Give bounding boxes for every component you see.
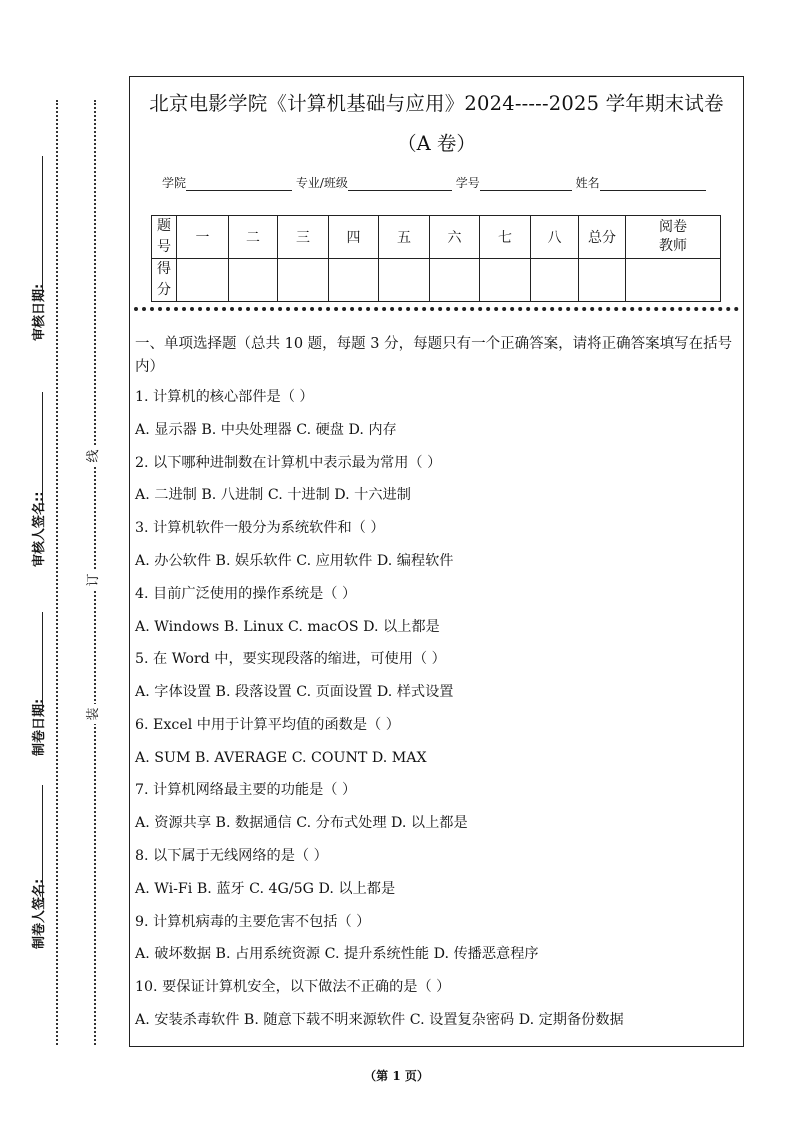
bind-char-bind: 装 xyxy=(84,704,104,724)
question-stem: 6. Excel 中用于计算平均值的函数是（ ） xyxy=(135,717,400,733)
major-class-label: 专业/班级 xyxy=(295,176,348,190)
score-header: 得 分 xyxy=(152,259,177,302)
column-header: 一 xyxy=(177,216,229,259)
question-stem: 5. 在 Word 中，要实现段落的缩进，可使用（ ） xyxy=(135,651,446,667)
question-stem: 7. 计算机网络最主要的功能是（ ） xyxy=(135,782,357,798)
column-header: 七 xyxy=(480,216,531,259)
column-header: 六 xyxy=(430,216,480,259)
question-number-row xyxy=(152,216,721,259)
score-cell[interactable] xyxy=(430,259,480,302)
question-stem: 4. 目前广泛使用的操作系统是（ ） xyxy=(135,586,357,602)
student-id-field[interactable] xyxy=(480,178,572,191)
grader-header: 阅卷 教师 xyxy=(626,216,721,259)
question-options: A. 资源共享 B. 数据通信 C. 分布式处理 D. 以上都是 xyxy=(135,815,468,831)
question-stem: 2. 以下哪种进制数在计算机中表示最为常用（ ） xyxy=(135,455,442,471)
score-cell[interactable] xyxy=(229,259,278,302)
score-row xyxy=(152,259,721,302)
column-header: 五 xyxy=(379,216,430,259)
reviewer-signature-label: 审核人签名:: xyxy=(32,491,47,567)
bind-char-line: 线 xyxy=(84,446,104,466)
column-header: 四 xyxy=(329,216,379,259)
grader-cell[interactable] xyxy=(626,259,721,302)
question-options: A. 字体设置 B. 段落设置 C. 页面设置 D. 样式设置 xyxy=(135,684,454,700)
question-stem: 1. 计算机的核心部件是（ ） xyxy=(135,389,314,405)
question-stem: 9. 计算机病毒的主要危害不包括（ ） xyxy=(135,914,371,930)
score-cell[interactable] xyxy=(480,259,531,302)
exam-title: 北京电影学院《计算机基础与应用》2024-----2025 学年期末试卷 xyxy=(149,92,724,115)
college-field[interactable] xyxy=(186,178,292,191)
question-options: A. 安装杀毒软件 B. 随意下载不明来源软件 C. 设置复杂密码 D. 定期备份数据 xyxy=(135,1012,624,1028)
reviewer-signature-blank xyxy=(42,392,43,510)
question-options: A. SUM B. AVERAGE C. COUNT D. MAX xyxy=(135,750,427,766)
question-options: A. Wi-Fi B. 蓝牙 C. 4G/5G D. 以上都是 xyxy=(135,881,396,897)
question-options: A. 破坏数据 B. 占用系统资源 C. 提升系统性能 D. 传播恶意程序 xyxy=(135,946,539,962)
question-options: A. 显示器 B. 中央处理器 C. 硬盘 D. 内存 xyxy=(135,422,397,438)
score-cell[interactable] xyxy=(278,259,329,302)
exam-subtitle: （A 卷） xyxy=(397,132,476,155)
question-options: A. 二进制 B. 八进制 C. 十进制 D. 十六进制 xyxy=(135,487,411,503)
question-stem: 8. 以下属于无线网络的是（ ） xyxy=(135,848,328,864)
score-cell[interactable] xyxy=(379,259,430,302)
review-date-blank xyxy=(42,156,43,296)
total-header: 总分 xyxy=(579,216,626,259)
question-options: A. Windows B. Linux C. macOS D. 以上都是 xyxy=(135,619,440,635)
student-info-row xyxy=(162,174,706,191)
compile-date-label: 制卷日期: xyxy=(32,698,47,756)
score-table xyxy=(151,215,721,302)
question-stem: 3. 计算机软件一般分为系统软件和（ ） xyxy=(135,520,385,536)
question-number-header: 题 号 xyxy=(152,216,177,259)
column-header: 三 xyxy=(278,216,329,259)
compile-date-blank xyxy=(42,612,43,712)
compiler-signature-blank xyxy=(42,785,43,901)
name-label: 姓名 xyxy=(575,176,600,190)
question-options: A. 办公软件 B. 娱乐软件 C. 应用软件 D. 编程软件 xyxy=(135,553,454,569)
dotted-separator xyxy=(134,307,739,311)
student-id-label: 学号 xyxy=(455,176,480,190)
score-cell[interactable] xyxy=(177,259,229,302)
page-number: （第 1 页） xyxy=(364,1069,429,1083)
bind-char-staple: 订 xyxy=(84,570,104,590)
score-cell[interactable] xyxy=(329,259,379,302)
major-class-field[interactable] xyxy=(348,178,452,191)
column-header: 八 xyxy=(531,216,579,259)
review-date-label: 审核日期: xyxy=(32,283,47,341)
college-label: 学院 xyxy=(162,176,187,190)
compiler-signature-label: 制卷人签名: xyxy=(32,878,47,949)
score-cell[interactable] xyxy=(531,259,579,302)
section-heading: 一、单项选择题（总共 10 题，每题 3 分，每题只有一个正确答案，请将正确答案填写在括号内） xyxy=(135,336,733,375)
question-stem: 10. 要保证计算机安全，以下做法不正确的是（ ） xyxy=(135,979,451,995)
column-header: 二 xyxy=(229,216,278,259)
total-score-cell[interactable] xyxy=(579,259,626,302)
name-field[interactable] xyxy=(600,178,706,191)
binding-dotted-line xyxy=(56,100,58,1045)
